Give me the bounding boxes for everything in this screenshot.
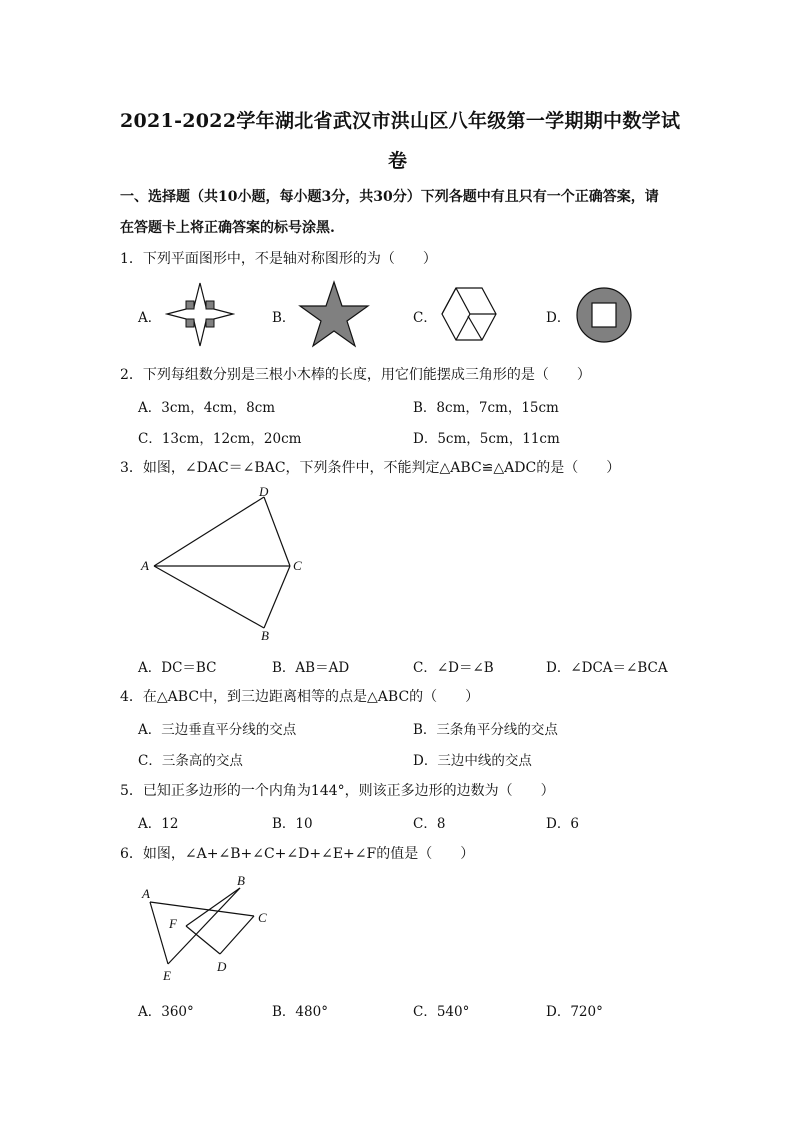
label-c: C xyxy=(293,558,302,573)
question-5-stem: 5．已知正多边形的一个内角为144°，则该正多边形的边数为（ ） xyxy=(120,783,555,799)
label-b: B xyxy=(261,628,269,643)
label-e: E xyxy=(163,968,171,983)
q4-option-d: D．三边中线的交点 xyxy=(413,753,532,769)
question-4-stem: 4．在△ABC中，到三边距离相等的点是△ABC的（ ） xyxy=(120,689,480,705)
q4-option-b: B．三条角平分线的交点 xyxy=(413,722,558,738)
page-title: 2021-2022学年湖北省武汉市洪山区八年级第一学期期中数学试 xyxy=(120,110,681,132)
q2-option-b: B．8cm，7cm，15cm xyxy=(413,400,559,416)
q2-option-d: D．5cm，5cm，11cm xyxy=(413,431,560,447)
q6-option-d: D．720° xyxy=(546,1004,603,1020)
q3-option-c: C．∠D＝∠B xyxy=(413,660,494,676)
q3-option-d: D．∠DCA＝∠BCA xyxy=(546,660,668,676)
label-f: F xyxy=(169,916,177,931)
section-header-line1: 一、选择题（共10小题，每小题3分，共30分）下列各题中有且只有一个正确答案，请 xyxy=(120,189,659,205)
label-a: A xyxy=(141,558,149,573)
section-header-line2: 在答题卡上将正确答案的标号涂黑. xyxy=(120,220,335,236)
q6-option-c: C．540° xyxy=(413,1004,470,1020)
label-a: A xyxy=(142,886,150,901)
q6-star-figure xyxy=(136,870,276,986)
q2-option-a: A．3cm，4cm，8cm xyxy=(138,400,276,416)
question-2-stem: 2．下列每组数分别是三根小木棒的长度，用它们能摆成三角形的是（ ） xyxy=(120,367,591,383)
q3-option-a: A．DC＝BC xyxy=(138,660,217,676)
q5-option-a: A．12 xyxy=(138,816,179,832)
label-d: D xyxy=(259,484,269,499)
q4-option-a: A．三边垂直平分线的交点 xyxy=(138,722,297,738)
q1-option-c: C． xyxy=(413,310,437,326)
cube-outline-figure xyxy=(440,286,500,344)
q5-option-c: C．8 xyxy=(413,816,446,832)
q3-triangle-figure xyxy=(138,482,318,644)
question-3-stem: 3．如图，∠DAC＝∠BAC，下列条件中，不能判定△ABC≌△ADC的是（ ） xyxy=(120,460,621,476)
q5-option-d: D．6 xyxy=(546,816,579,832)
q1-option-b: B． xyxy=(272,310,296,326)
four-point-star-figure xyxy=(165,282,235,348)
question-1-stem: 1．下列平面图形中，不是轴对称图形的为（ ） xyxy=(120,251,437,267)
question-6-stem: 6．如图，∠A+∠B+∠C+∠D+∠E+∠F的值是（ ） xyxy=(120,846,475,862)
coin-square-hole-figure xyxy=(574,286,634,344)
q5-option-b: B．10 xyxy=(272,816,313,832)
q6-option-a: A．360° xyxy=(138,1004,194,1020)
label-b: B xyxy=(237,873,245,888)
q6-option-b: B．480° xyxy=(272,1004,328,1020)
q3-option-b: B．AB＝AD xyxy=(272,660,350,676)
q1-option-d: D． xyxy=(546,310,571,326)
label-c: C xyxy=(258,910,267,925)
q4-option-c: C．三条高的交点 xyxy=(138,753,243,769)
page-title-cont: 卷 xyxy=(388,150,408,172)
five-point-star-figure xyxy=(298,280,370,350)
label-d: D xyxy=(217,959,227,974)
q1-option-a: A． xyxy=(138,310,162,326)
q2-option-c: C．13cm，12cm，20cm xyxy=(138,431,302,447)
